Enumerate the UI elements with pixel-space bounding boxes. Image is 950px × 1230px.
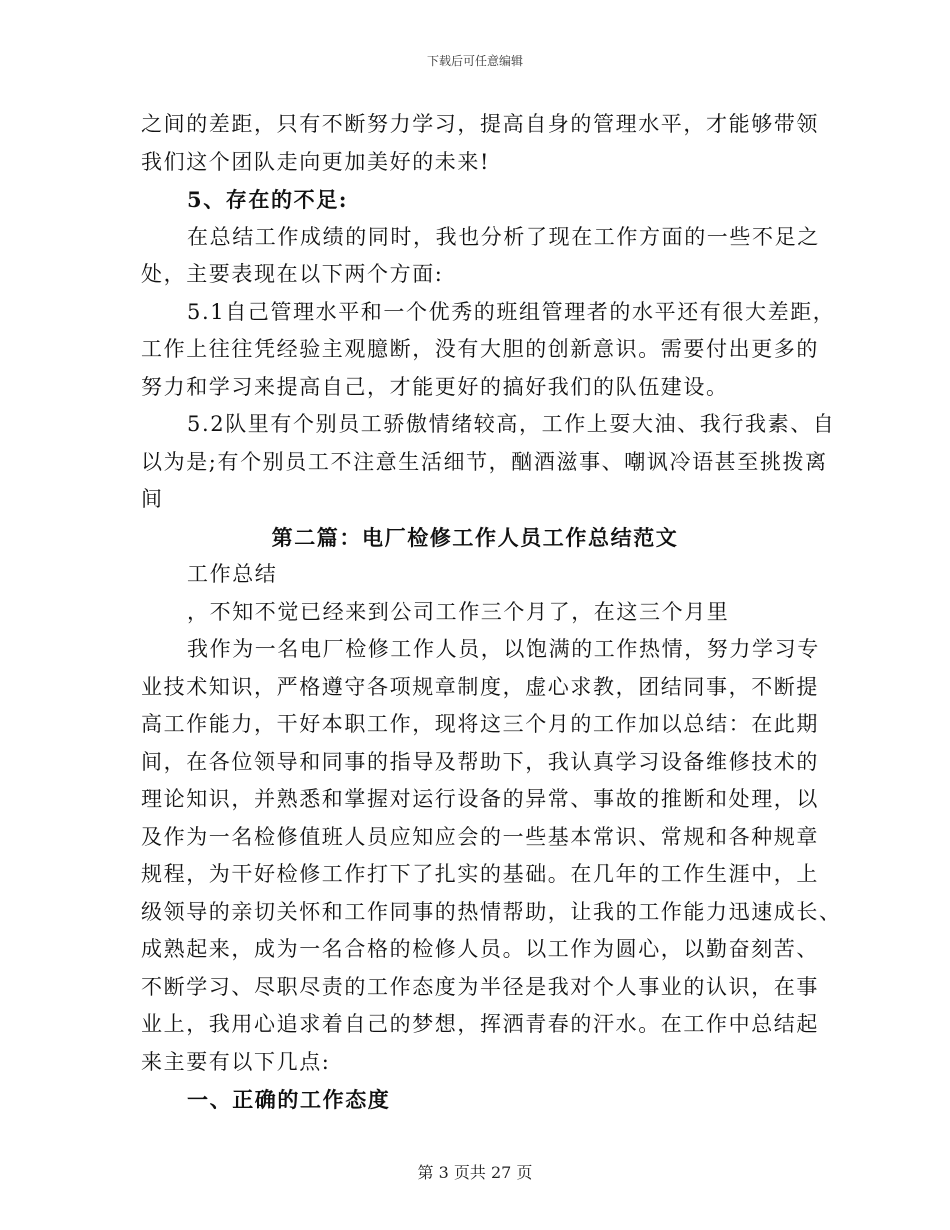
- text-line: 以为是;有个别员工不注意生活细节，酗酒滋事、嘲讽冷语甚至挑拨离: [141, 449, 828, 474]
- text-line: 成熟起来，成为一名合格的检修人员。以工作为圆心，以勤奋刻苦、: [141, 937, 819, 961]
- chapter-title: 第二篇：电厂检修工作人员工作总结范文: [271, 524, 679, 550]
- text-line: 业技术知识，严格遵守各项规章制度，虚心求教，团结同事，不断提: [141, 674, 819, 699]
- text-line: 努力和学习来提高自己，才能更好的搞好我们的队伍建设。: [141, 374, 729, 399]
- text-line: 业上，我用心追求着自己的梦想，挥洒青春的汗水。在工作中总结起: [141, 1012, 819, 1036]
- section-heading: 一、正确的工作态度: [187, 1087, 391, 1112]
- text-line: 来主要有以下几点:: [141, 1049, 331, 1074]
- text-line: 规程，为干好检修工作打下了扎实的基础。在几年的工作生涯中，上: [141, 862, 819, 886]
- text-line: 处，主要表现在以下两个方面:: [141, 262, 444, 286]
- text-line: 高工作能力，干好本职工作，现将这三个月的工作加以总结：在此期: [141, 712, 819, 736]
- section-heading: 5、存在的不足:: [187, 187, 349, 212]
- text-line: 不断学习、尽职尽责的工作态度为半径是我对个人事业的认识，在事: [141, 974, 819, 999]
- text-line: 工作总结: [187, 562, 278, 586]
- text-line: 工作上往往凭经验主观臆断，没有大胆的创新意识。需要付出更多的: [141, 337, 819, 361]
- text-line: 5.1自己管理水平和一个优秀的班组管理者的水平还有很大差距，: [187, 299, 836, 324]
- text-line: 我作为一名电厂检修工作人员，以饱满的工作热情，努力学习专: [187, 637, 820, 661]
- text-line: 间，在各位领导和同事的指导及帮助下，我认真学习设备维修技术的: [141, 749, 819, 774]
- document-body: [141, 106, 842, 1119]
- text-line: 级领导的亲切关怀和工作同事的热情帮助，让我的工作能力迅速成长、: [141, 899, 842, 924]
- text-line: 在总结工作成绩的同时，我也分析了现在工作方面的一些不足之: [187, 224, 820, 249]
- text-line: 之间的差距，只有不断努力学习，提高自身的管理水平，才能够带领: [141, 112, 819, 136]
- text-line: 我们这个团队走向更加美好的未来!: [141, 149, 491, 174]
- text-line: 间: [141, 487, 164, 511]
- text-line: 及作为一名检修值班人员应知应会的一些基本常识、常规和各种规章: [141, 824, 819, 849]
- text-line: ，不知不觉已经来到公司工作三个月了，在这三个月里: [187, 599, 730, 624]
- text-line: 5.2队里有个别员工骄傲情绪较高，工作上耍大油、我行我素、自: [187, 412, 836, 436]
- page-footer: 第 3 页共 27 页: [417, 1163, 533, 1182]
- page-header: 下载后可任意编辑: [426, 54, 523, 68]
- text-line: 理论知识，并熟悉和掌握对运行设备的异常、事故的推断和处理，以: [141, 787, 819, 811]
